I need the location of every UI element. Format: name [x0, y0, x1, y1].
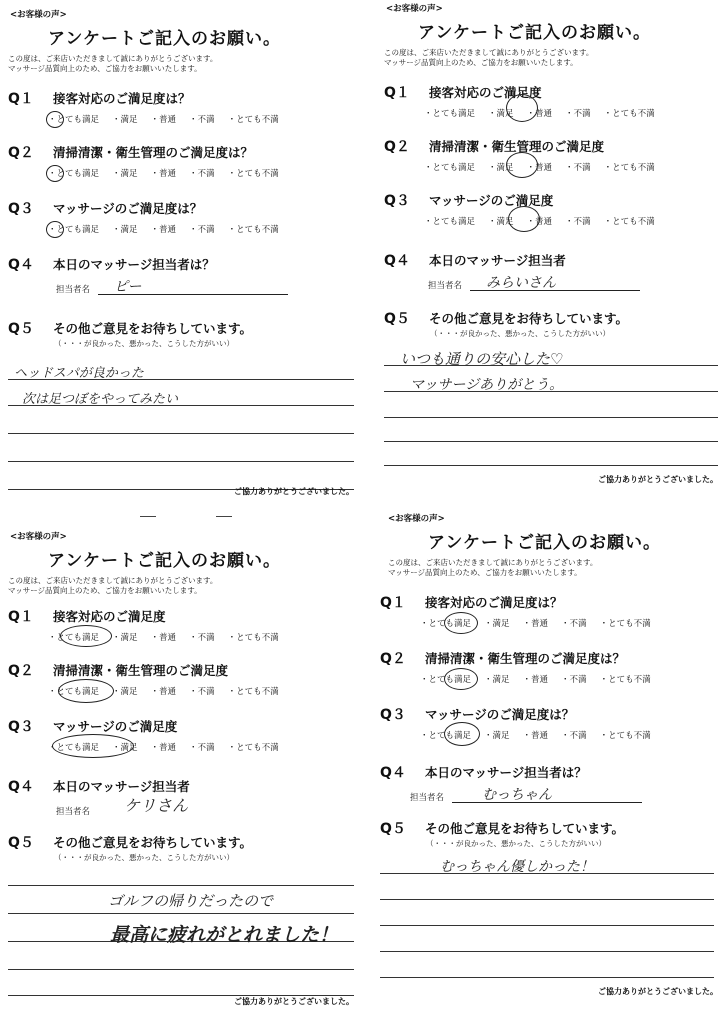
option-dissatisfied[interactable]: ・不満 [561, 619, 587, 629]
option-very-dissatisfied[interactable]: ・とても不満 [227, 225, 279, 235]
question-text: その他ご意見をお待ちしています。 [425, 821, 625, 836]
option-satisfied[interactable]: ・満足 [112, 633, 138, 643]
selection-circle [46, 165, 64, 182]
option-very-satisfied[interactable]: ・とても満足 [420, 675, 472, 685]
staff-label: 担当者名 [56, 285, 91, 295]
comment-line-2: 最高に疲れがとれました！ [110, 924, 339, 946]
selection-circle [46, 221, 64, 238]
option-very-satisfied[interactable]: ・とても満足 [48, 115, 100, 125]
staff-label: 担当者名 [56, 807, 91, 817]
voice-label: <お客様の声> [10, 532, 67, 542]
selection-circle [506, 152, 538, 178]
survey-form-2: <お客様の声> アンケートご記入のお願い。 この度は、ご来店いただきまして誠にありがとうございます。 マッサージ品質向上のため、ご協力をお願いいたします。 Q１ 接客対応のご満足度 ・とても満足 ・満足 ・普通 ・不満 ・とても不満 Q２ 清掃清潔・衛生管理のご満足度 ・とても満足 ・満足 ・普通 ・不満 ・とても不満 Q３ マッサージのご満足度 ・とても満足 ・満足 ・普通 ・不満 ・とても不満 Q４ 本日のマッサージ担当者 担当者名 みらいさん Q５ その他ご意見をお待ちしています。 （・・・が良かった、悪かった、こうした方がいい） いつも通りの安心した♡ マッサージありがとう。 ご協力ありがとうございました。 [384, 4, 718, 484]
option-dissatisfied[interactable]: ・不満 [561, 675, 587, 685]
option-normal[interactable]: ・普通 [526, 163, 553, 173]
option-dissatisfied[interactable]: ・不満 [565, 217, 591, 227]
option-normal[interactable]: ・普通 [150, 225, 177, 235]
staff-label: 担当者名 [428, 281, 463, 291]
option-satisfied[interactable]: ・満足 [112, 115, 138, 125]
comment-line-1: ゴルフの帰りだったので [108, 892, 274, 910]
survey-form-4: <お客様の声> アンケートご記入のお願い。 この度は、ご来店いただきまして誠にありがとうございます。 マッサージ品質向上のため、ご協力をお願いいたします。 Q１ 接客対応のご満足度は？ ・とても満足 ・満足 ・普通 ・不満 ・とても不満 Q２ 清掃清潔・衛生管理のご満足度は？ ・とても満足 ・満足 ・普通 ・不満 ・とても不満 Q３ マッサージのご満足度は？ ・とても満足 ・満足 ・普通 ・不満 ・とても不満 Q４ 本日のマッサージ担当者は？ 担当者名 むっちゃん Q５ その他ご意見をお待ちしています。 （・・・が良かった、悪かった、こうした方がいい） むっちゃん優しかった！ ご協力ありがとうございました。 [380, 514, 718, 996]
voice-label: <お客様の声> [10, 10, 67, 20]
question-text: 接客対応のご満足度 [429, 85, 542, 100]
option-dissatisfied[interactable]: ・不満 [189, 225, 215, 235]
thanks-text: ご協力ありがとうございました。 [234, 487, 354, 496]
voice-label: <お客様の声> [388, 514, 445, 524]
question-text: 清掃清潔・衛生管理のご満足度は？ [425, 651, 626, 666]
question-text: 清掃清潔・衛生管理のご満足度 [53, 663, 229, 678]
staff-label: 担当者名 [410, 793, 445, 803]
thanks-text: ご協力ありがとうございました。 [234, 997, 354, 1006]
option-very-satisfied[interactable]: ・とても満足 [48, 633, 100, 643]
staff-name[interactable]: みらいさん [486, 275, 557, 291]
option-satisfied[interactable]: ・満足 [112, 169, 138, 179]
voice-label: <お客様の声> [386, 4, 443, 14]
option-very-satisfied[interactable]: ・とても満足 [48, 743, 100, 753]
comment-line-1: むっちゃん優しかった！ [440, 859, 594, 875]
option-normal[interactable]: ・普通 [526, 217, 553, 227]
question-text: 接客対応のご満足度は？ [425, 595, 563, 610]
option-very-satisfied[interactable]: ・とても満足 [48, 169, 100, 179]
option-satisfied[interactable]: ・満足 [484, 619, 510, 629]
option-very-dissatisfied[interactable]: ・とても不満 [603, 163, 655, 173]
intro-text: この度は、ご来店いただきまして誠にありがとうございます。 マッサージ品質向上のため、ご協力をお願いいたします。 [388, 558, 598, 577]
question-text: その他ご意見をお待ちしています。 [53, 321, 253, 336]
option-very-dissatisfied[interactable]: ・とても不満 [599, 731, 651, 741]
question-text: 本日のマッサージ担当者 [53, 779, 190, 794]
comment-line-2: 次は足つぼをやってみたい [22, 392, 179, 407]
option-dissatisfied[interactable]: ・不満 [565, 163, 591, 173]
option-normal[interactable]: ・普通 [150, 633, 177, 643]
option-very-satisfied[interactable]: ・とても満足 [48, 687, 100, 697]
option-normal[interactable]: ・普通 [150, 687, 177, 697]
intro-text: この度は、ご来店いただきまして誠にありがとうございます。 マッサージ品質向上のため、ご協力をお願いいたします。 [384, 48, 594, 67]
question-text: 本日のマッサージ担当者は？ [425, 765, 587, 780]
divider-dash [140, 516, 156, 517]
option-dissatisfied[interactable]: ・不満 [189, 687, 215, 697]
option-normal[interactable]: ・普通 [522, 619, 549, 629]
option-very-dissatisfied[interactable]: ・とても不満 [599, 619, 651, 629]
q5-hint: （・・・が良かった、悪かった、こうした方がいい） [54, 853, 234, 862]
selection-circle [60, 625, 112, 647]
option-very-satisfied[interactable]: ・とても満足 [424, 217, 476, 227]
option-very-satisfied[interactable]: ・とても満足 [424, 109, 476, 119]
rating-options [424, 107, 668, 119]
option-satisfied[interactable]: ・満足 [488, 109, 514, 119]
q5-hint: （・・・が良かった、悪かった、こうした方がいい） [54, 339, 234, 348]
option-normal[interactable]: ・普通 [522, 675, 549, 685]
survey-form-3: <お客様の声> アンケートご記入のお願い。 この度は、ご来店いただきまして誠にありがとうございます。 マッサージ品質向上のため、ご協力をお願いいたします。 Q１ 接客対応のご満足度 ・とても満足 ・満足 ・普通 ・不満 ・とても不満 Q２ 清掃清潔・衛生管理のご満足度 ・とても満足 ・満足 ・普通 ・不満 ・とても不満 Q３ マッサージのご満足度 ・とても満足 ・満足 ・普通 ・不満 ・とても不満 Q４ 本日のマッサージ担当者 担当者名 ケリさん Q５ その他ご意見をお待ちしています。 （・・・が良かった、悪かった、こうした方がいい） ゴルフの帰りだったので 最高に疲れがとれました！ ご協力ありがとうございました。 [8, 532, 354, 1006]
selection-circle [444, 668, 478, 690]
question-text: その他ご意見をお待ちしています。 [53, 835, 253, 850]
option-very-dissatisfied[interactable]: ・とても不満 [227, 633, 279, 643]
staff-name[interactable]: ピー [114, 279, 142, 295]
intro-text: この度は、ご来店いただきまして誠にありがとうございます。 マッサージ品質向上のため、ご協力をお願いいたします。 [8, 576, 218, 595]
option-very-satisfied[interactable]: ・とても満足 [420, 619, 472, 629]
staff-field [410, 786, 642, 803]
comment-line-1: ヘッドスパが良かった [14, 366, 144, 381]
option-dissatisfied[interactable]: ・不満 [189, 743, 215, 753]
rating-options [48, 167, 292, 179]
option-very-dissatisfied[interactable]: ・とても不満 [603, 109, 655, 119]
option-very-dissatisfied[interactable]: ・とても不満 [227, 115, 279, 125]
option-dissatisfied[interactable]: ・不満 [565, 109, 591, 119]
comment-line-2: マッサージありがとう。 [410, 377, 564, 393]
survey-form-1: <お客様の声> アンケートご記入のお願い。 この度は、ご来店いただきまして誠にありがとうございます。 マッサージ品質向上のため、ご協力をお願いいたします。 Q１ 接客対応のご満足度は？ ・とても満足 ・満足 ・普通 ・不満 ・とても不満 Q２ 清掃清潔・衛生管理のご満足度は？ ・とても満足 ・満足 ・普通 ・不満 ・とても不満 Q３ マッサージのご満足度は？ ・とても満足 ・満足 ・普通 ・不満 ・とても不満 Q４ 本日のマッサージ担当者は？ 担当者名 ピー Q５ その他ご意見をお待ちしています。 （・・・が良かった、悪かった、こうした方がいい） ヘッドスパが良かった 次は足つぼをやってみたい ご協力ありがとうございました。 [8, 10, 354, 496]
option-satisfied[interactable]: ・満足 [484, 675, 510, 685]
question-text: その他ご意見をお待ちしています。 [429, 311, 629, 326]
option-satisfied[interactable]: ・満足 [488, 163, 514, 173]
selection-circle [52, 734, 134, 758]
option-normal[interactable]: ・普通 [150, 115, 177, 125]
question-text: 接客対応のご満足度は？ [53, 91, 191, 106]
rating-options [48, 113, 292, 125]
selection-circle [444, 612, 478, 634]
staff-field [56, 278, 288, 295]
option-very-dissatisfied[interactable]: ・とても不満 [227, 169, 279, 179]
option-normal[interactable]: ・普通 [150, 743, 177, 753]
question-text: マッサージのご満足度 [53, 719, 178, 734]
option-very-satisfied[interactable]: ・とても満足 [48, 225, 100, 235]
question-text: マッサージのご満足度は？ [425, 707, 575, 722]
option-satisfied[interactable]: ・満足 [112, 743, 138, 753]
option-dissatisfied[interactable]: ・不満 [189, 633, 215, 643]
thanks-text: ご協力ありがとうございました。 [598, 475, 718, 484]
rating-options [424, 215, 668, 227]
selection-circle [506, 94, 538, 122]
q5-hint: （・・・が良かった、悪かった、こうした方がいい） [430, 329, 610, 338]
option-normal[interactable]: ・普通 [522, 731, 549, 741]
form-title: アンケートご記入のお願い。 [48, 551, 281, 571]
staff-name[interactable]: むっちゃん [482, 787, 553, 803]
option-very-satisfied[interactable]: ・とても満足 [420, 731, 472, 741]
staff-field [428, 274, 640, 291]
option-satisfied[interactable]: ・満足 [112, 225, 138, 235]
form-title: アンケートご記入のお願い。 [418, 23, 651, 43]
option-dissatisfied[interactable]: ・不満 [561, 731, 587, 741]
question-text: マッサージのご満足度は？ [53, 201, 203, 216]
option-very-dissatisfied[interactable]: ・とても不満 [227, 743, 279, 753]
staff-field [56, 796, 278, 817]
option-very-dissatisfied[interactable]: ・とても不満 [227, 687, 279, 697]
option-satisfied[interactable]: ・満足 [488, 217, 514, 227]
option-normal[interactable]: ・普通 [526, 109, 553, 119]
option-normal[interactable]: ・普通 [150, 169, 177, 179]
question-text: 本日のマッサージ担当者 [429, 253, 566, 268]
rating-options [48, 223, 292, 235]
option-dissatisfied[interactable]: ・不満 [189, 115, 215, 125]
option-satisfied[interactable]: ・満足 [484, 731, 510, 741]
question-text: 本日のマッサージ担当者は？ [53, 257, 215, 272]
intro-text: この度は、ご来店いただきまして誠にありがとうございます。 マッサージ品質向上のため、ご協力をお願いいたします。 [8, 54, 218, 73]
question-text: 清掃清潔・衛生管理のご満足度は？ [53, 145, 254, 160]
selection-circle [46, 111, 64, 128]
question-text: 接客対応のご満足度 [53, 609, 166, 624]
question-text: マッサージのご満足度 [429, 193, 554, 208]
staff-name[interactable]: ケリさん [124, 796, 189, 815]
option-very-satisfied[interactable]: ・とても満足 [424, 163, 476, 173]
thanks-text: ご協力ありがとうございました。 [598, 987, 718, 996]
selection-circle [444, 722, 480, 746]
selection-circle [58, 679, 114, 703]
selection-circle [508, 206, 540, 232]
option-dissatisfied[interactable]: ・不満 [189, 169, 215, 179]
option-very-dissatisfied[interactable]: ・とても不満 [599, 675, 651, 685]
comment-line-1: いつも通りの安心した♡ [400, 350, 564, 368]
divider-dash [216, 516, 232, 517]
form-title: アンケートご記入のお願い。 [48, 29, 281, 49]
q5-hint: （・・・が良かった、悪かった、こうした方がいい） [426, 839, 606, 848]
option-satisfied[interactable]: ・満足 [112, 687, 138, 697]
question-text: 清掃清潔・衛生管理のご満足度 [429, 139, 605, 154]
form-title: アンケートご記入のお願い。 [428, 533, 661, 553]
rating-options [424, 161, 668, 173]
option-very-dissatisfied[interactable]: ・とても不満 [603, 217, 655, 227]
